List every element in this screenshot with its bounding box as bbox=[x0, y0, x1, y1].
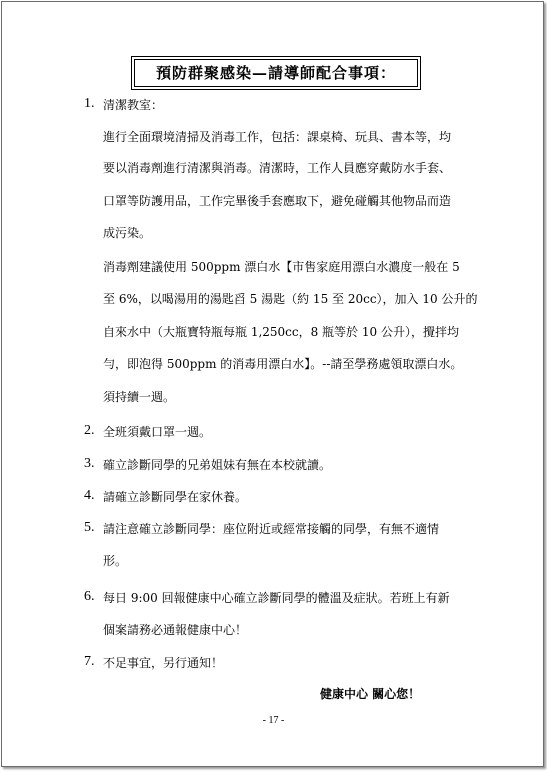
item-3-text: 確立診斷同學的兄弟姐妹有無在本校就讀。 bbox=[103, 458, 332, 472]
item-5-line1: 請注意確立診斷同學：座位附近或經常接觸的同學，有無不適情 bbox=[103, 522, 440, 536]
item-1-heading: 清潔教室： bbox=[103, 98, 164, 112]
item-1-para1-line2: 要以消毒劑進行清潔與消毒。清潔時，工作人員應穿戴防水手套、 bbox=[103, 161, 452, 175]
item-6-number: 6. bbox=[84, 589, 95, 604]
item-6-line2: 個案請務必通報健康中心！ bbox=[103, 623, 248, 637]
item-7-text: 不足事宜，另行通知！ bbox=[103, 656, 224, 670]
item-1-para2-line5: 須持續一週。 bbox=[103, 390, 176, 404]
item-2-number: 2. bbox=[84, 423, 95, 438]
item-4-number: 4. bbox=[84, 488, 95, 503]
item-1-para1-line3: 口罩等防護用品，工作完畢後手套應取下，避免碰觸其他物品而造 bbox=[103, 194, 452, 208]
item-4-text: 請確立診斷同學在家休養。 bbox=[103, 490, 248, 504]
item-6-line1: 每日 9:00 回報健康中心確立診斷同學的體溫及症狀。若班上有新 bbox=[103, 591, 450, 605]
item-1-para1-line1: 進行全面環境清掃及消毒工作，包括：課桌椅、玩具、書本等，均 bbox=[103, 130, 452, 144]
item-1-para2-line4: 勻，即泡得 500ppm 的消毒用漂白水】。--請至學務處領取漂白水。 bbox=[103, 357, 463, 371]
item-1-para1-line4: 成污染。 bbox=[103, 226, 152, 240]
page-number: - 17 - bbox=[262, 715, 285, 726]
item-1-number: 1. bbox=[84, 96, 95, 111]
item-1-para2-line2: 至 6%，以喝湯用的湯匙舀 5 湯匙（約 15 至 20cc），加入 10 公升的 bbox=[103, 292, 478, 306]
page-title: 預防群聚感染—請導師配合事項： bbox=[134, 59, 418, 87]
item-5-number: 5. bbox=[84, 520, 95, 535]
document-page bbox=[1, 1, 544, 767]
item-3-number: 3. bbox=[84, 456, 95, 471]
signature: 健康中心 關心您！ bbox=[320, 687, 421, 701]
item-5-line2: 形。 bbox=[103, 554, 128, 568]
item-2-text: 全班須戴口罩一週。 bbox=[103, 425, 212, 439]
item-7-number: 7. bbox=[84, 654, 95, 669]
item-1-para2-line1: 消毒劑建議使用 500ppm 漂白水【市售家庭用漂白水濃度一般在 5 bbox=[103, 260, 460, 274]
item-1-para2-line3: 自來水中（大瓶寶特瓶每瓶 1,250cc，8 瓶等於 10 公升），攪拌均 bbox=[103, 325, 459, 339]
